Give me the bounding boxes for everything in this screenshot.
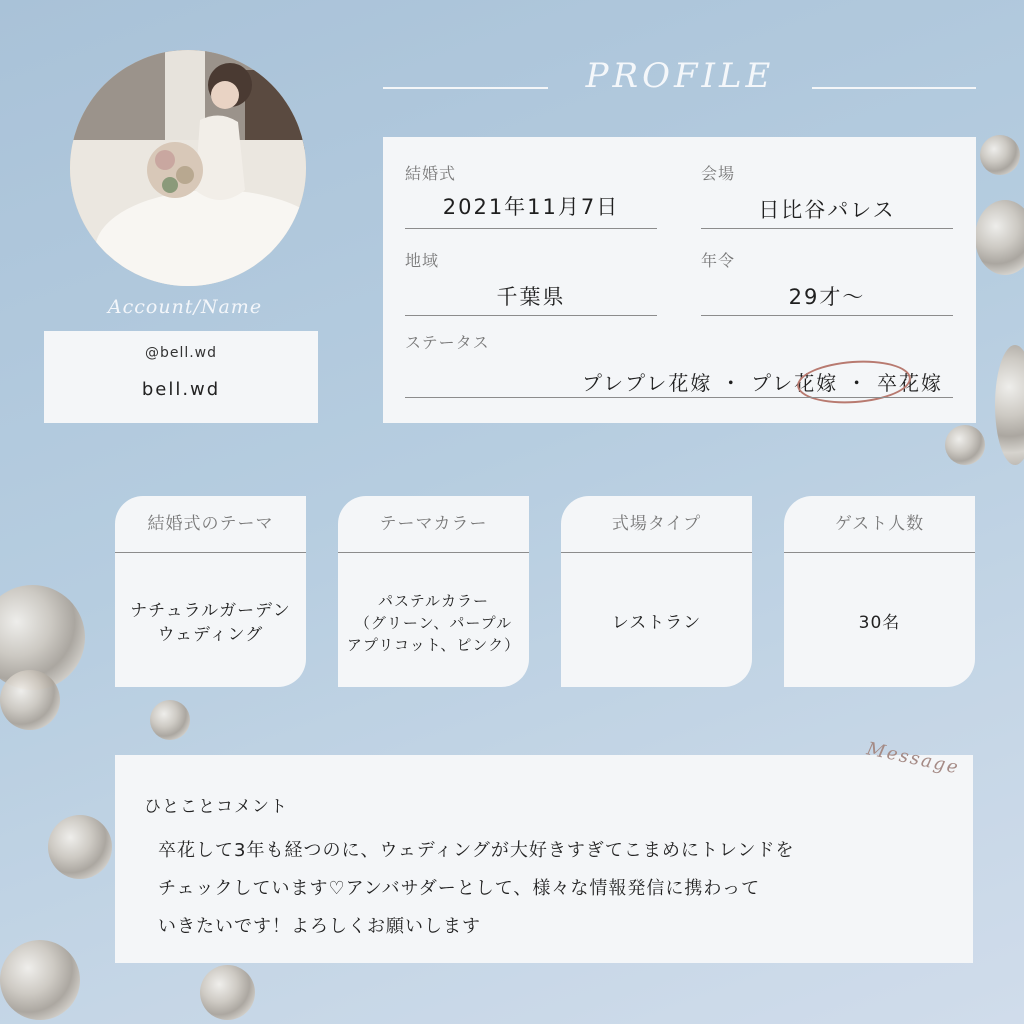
glitter-decoration: [48, 815, 112, 879]
status-field: [405, 330, 490, 353]
venue-label: 会場: [701, 164, 736, 183]
region-field: [405, 248, 439, 271]
status-value: プレプレ花嫁 ・ プレ花嫁 ・ 卒花嫁: [581, 371, 943, 395]
theme-color-card-value: パステルカラー （グリーン、パープル アプリコット、ピンク）: [346, 592, 521, 654]
message-title: ひとことコメント: [144, 797, 288, 817]
glitter-decoration: [975, 200, 1024, 275]
profile-info-panel: [383, 137, 976, 423]
status-underline: [405, 397, 953, 398]
wedding-date-underline: [405, 228, 657, 229]
glitter-decoration: [980, 135, 1020, 175]
region-label: 地域: [405, 251, 440, 270]
account-name-script-label: Account/Name: [107, 296, 263, 318]
card-divider: [784, 552, 975, 553]
message-script-label: Message: [864, 738, 962, 779]
venue-underline: [701, 228, 953, 229]
wedding-date-value: 2021年11月7日: [442, 195, 620, 219]
status-circle-mark: [796, 357, 913, 407]
glitter-decoration: [150, 700, 190, 740]
region-value: 千葉県: [496, 285, 566, 309]
wedding-date-field: [405, 161, 456, 184]
age-value: 29才～: [788, 285, 866, 309]
venue-type-card-title: 式場タイプ: [611, 514, 702, 534]
glitter-decoration: [995, 345, 1024, 465]
profile-title: PROFILE: [585, 56, 775, 96]
card-divider: [561, 552, 752, 553]
profile-photo: [70, 50, 306, 286]
age-field: [701, 248, 735, 271]
account-box: [44, 331, 318, 423]
guest-count-card: [784, 496, 975, 687]
venue-field: [701, 161, 735, 184]
venue-type-card-value: レストラン: [611, 613, 702, 633]
account-handle: @bell.wd: [144, 345, 218, 361]
message-body: 卒花して3年も経つのに、ウェディングが大好きすぎてこまめにトレンドを チェックしています♡アンバサダーとして、様々な情報発信に携わって いきたいです！よろしくお願いします: [158, 840, 795, 937]
theme-color-card-title: テーマカラー: [379, 514, 488, 534]
age-underline: [701, 315, 953, 316]
title-rule-right: [812, 87, 976, 89]
wedding-date-label: 結婚式: [405, 164, 457, 183]
venue-type-card: [561, 496, 752, 687]
status-label: ステータス: [405, 333, 490, 352]
glitter-decoration: [945, 425, 985, 465]
theme-card-value: ナチュラルガーデン ウェディング: [130, 601, 291, 645]
guest-count-card-title: ゲスト人数: [834, 514, 925, 534]
venue-value: 日比谷パレス: [758, 198, 896, 222]
guest-count-card-value: 30名: [858, 613, 901, 633]
age-label: 年令: [701, 251, 736, 270]
glitter-decoration: [0, 670, 60, 730]
card-divider: [115, 552, 306, 553]
theme-color-card: [338, 496, 529, 687]
title-rule-left: [383, 87, 548, 89]
account-name: bell.wd: [141, 379, 221, 400]
region-underline: [405, 315, 657, 316]
theme-card: [115, 496, 306, 687]
theme-card-title: 結婚式のテーマ: [147, 514, 274, 534]
glitter-decoration: [200, 965, 255, 1020]
card-divider: [338, 552, 529, 553]
glitter-decoration: [0, 940, 80, 1020]
